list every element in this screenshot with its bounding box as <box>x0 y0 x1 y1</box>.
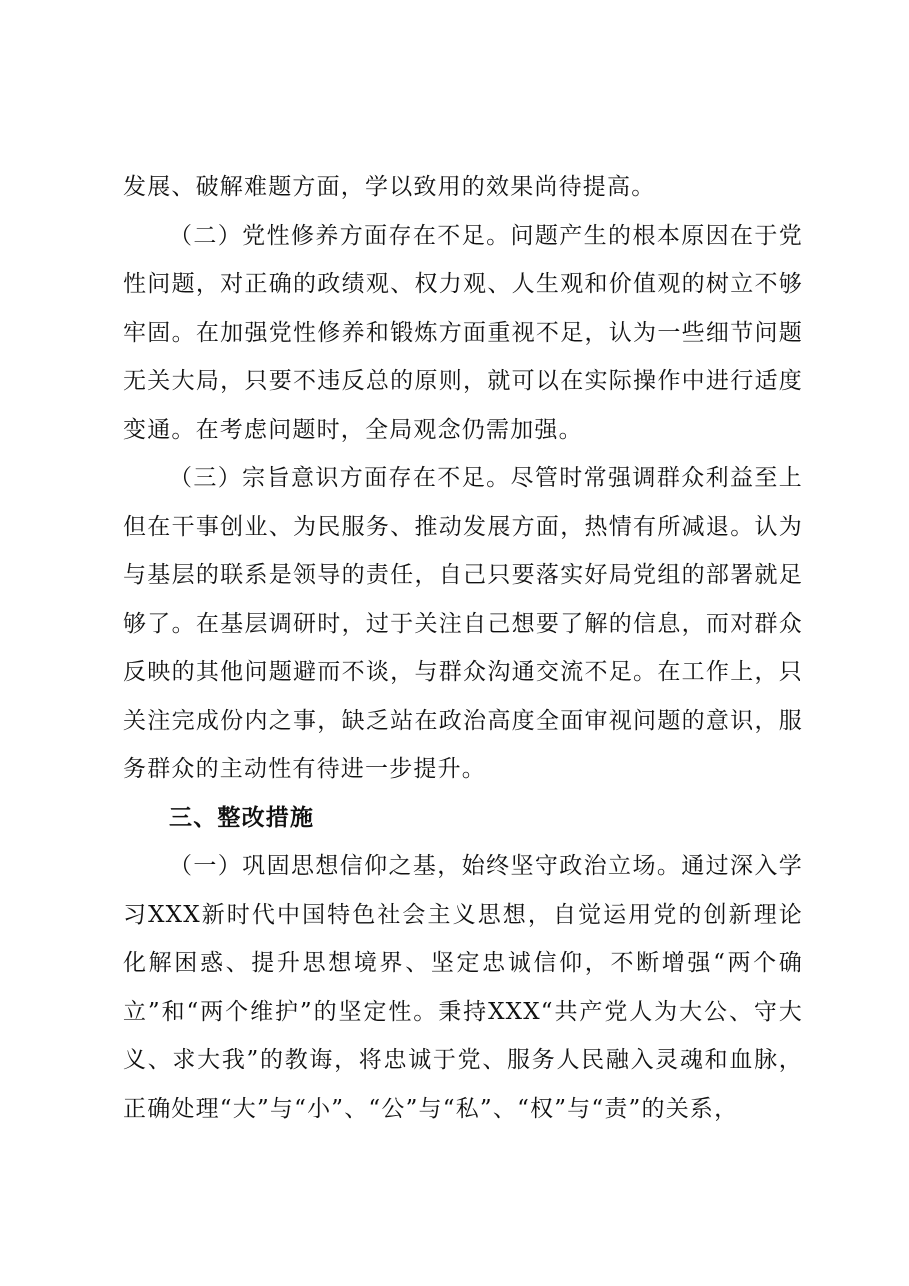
paragraph-continuation <box>123 163 803 212</box>
paragraph-text: 发展、破解难题方面，学以致用的效果尚待提高。 <box>123 174 656 200</box>
section-body: 通过深入学习XXX新时代中国特色社会主义思想，自觉运用党的创新理论化解困惑、提升思想境界、坚定忠诚信仰，不断增强“两个确立”和“两个维护”的坚定性。秉持XXX“共产党人为大公、守大义、求大我”的教诲，将忠诚于党、服务人民融入灵魂和血脉，正确处理“大”与“小”、“公”与“私”、“权”与“责”的关系， <box>123 853 804 1122</box>
paragraph-ideological-foundation <box>123 842 803 1133</box>
section-title: （三）宗旨意识方面存在不足。 <box>169 465 511 491</box>
section-body: 尽管时常强调群众利益至上但在干事创业、为民服务、推动发展方面，热情有所减退。认为与基层的联系是领导的责任，自己只要落实好局党组的部署就足够了。在基层调研时，过于关注自己想要了解的信息，而对群众反映的其他问题避而不谈，与群众沟通交流不足。在工作上，只关注完成份内之事，缺乏站在政治高度全面审视问题的意识，服务群众的主动性有待进一步提升。 <box>123 465 803 782</box>
paragraph-party-spirit <box>123 212 803 455</box>
heading-rectification-measures: 三、整改措施 <box>169 804 315 831</box>
document-body <box>123 163 803 1133</box>
section-body: 问题产生的根本原因在于党性问题，对正确的政绩观、权力观、人生观和价值观的树立不够牢固。在加强党性修养和锻炼方面重视不足，认为一些细节问题无关大局，只要不违反总的原则，就可以在实际操作中进行适度变通。在考虑问题时，全局观念仍需加强。 <box>123 222 803 443</box>
section-title: （二）党性修养方面存在不足。 <box>169 222 511 249</box>
section-title: （一）巩固思想信仰之基，始终坚守政治立场。 <box>169 853 682 879</box>
paragraph-purpose-awareness <box>123 454 803 794</box>
